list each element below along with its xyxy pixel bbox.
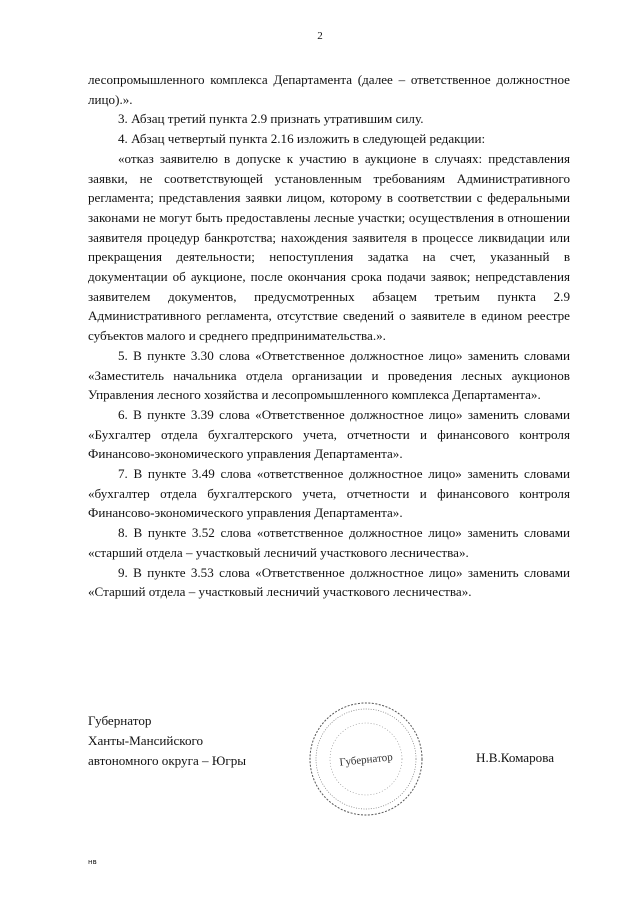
paragraph-item-8: 8. В пункте 3.52 слова «ответственное должностное лицо» заменить словами «старший отдела – участковый лесничий участкового лесничества». xyxy=(88,525,570,560)
paragraph-continuation: лесопромышленного комплекса Департамента (далее – ответственное должностное лицо).». xyxy=(88,72,570,107)
official-seal xyxy=(306,699,426,819)
paragraph-quote: «отказ заявителю в допуске к участию в аукционе в случаях: представления заявки, не соответствующей установленным требованиям Административного регламента; представления заявки лицом, которому в соответствии с федеральными законами не могут быть предоставлены лесные участки; осуществления в отношении заявителя процедур банкротства; нахождения заявителя в процессе ликвидации или прекращения деятельности; непоступления задатка на счет, указанный в документации об аукционе, после окончания срока подачи заявок; непредставления заявителем документов, предусмотренных абзацем третьим пункта 2.9 Административного регламента, отсутствие сведений о заявителе в едином реестре субъектов малого и среднего предпринимательства.». xyxy=(88,150,570,344)
signatory-title-line: автономного округа – Югры xyxy=(88,753,247,768)
signatory-title xyxy=(88,711,246,771)
paragraph-item-6: 6. В пункте 3.39 слова «Ответственное должностное лицо» заменить словами «Бухгалтер отдела бухгалтерского учета, отчетности и финансового контроля Финансово-экономического управления Департамента». xyxy=(88,406,570,462)
footer-code: нв xyxy=(88,858,97,866)
paragraph-item-5: 5. В пункте 3.30 слова «Ответственное должностное лицо» заменить словами «Заместитель начальника отдела организации и проведения лесных аукционов Управления лесного хозяйства и лесопромышленного комплекса Департамента». xyxy=(88,347,570,403)
document-body xyxy=(88,70,570,602)
paragraph-item-4: 4. Абзац четвертый пункта 2.16 изложить в следующей редакции: xyxy=(118,131,486,147)
paragraph-item-3: 3. Абзац третий пункта 2.9 признать утратившим силу. xyxy=(118,111,424,127)
signatory-title-line: Ханты-Мансийского xyxy=(88,733,204,748)
paragraph-item-7: 7. В пункте 3.49 слова «ответственное должностное лицо» заменить словами «бухгалтер отдела бухгалтерского учета, отчетности и финансового контроля Финансово-экономического управления Департамента». xyxy=(88,466,570,521)
paragraph-item-9: 9. В пункте 3.53 слова «Ответственное должностное лицо» заменить словами «Старший отдела – участковый лесничий участкового лесничества». xyxy=(88,564,570,600)
page-number: 2 xyxy=(317,30,323,42)
signatory-title-line: Губернатор xyxy=(88,713,152,728)
signatory-name: Н.В.Комарова xyxy=(476,750,555,765)
seal-text: Губернатор xyxy=(338,751,394,769)
